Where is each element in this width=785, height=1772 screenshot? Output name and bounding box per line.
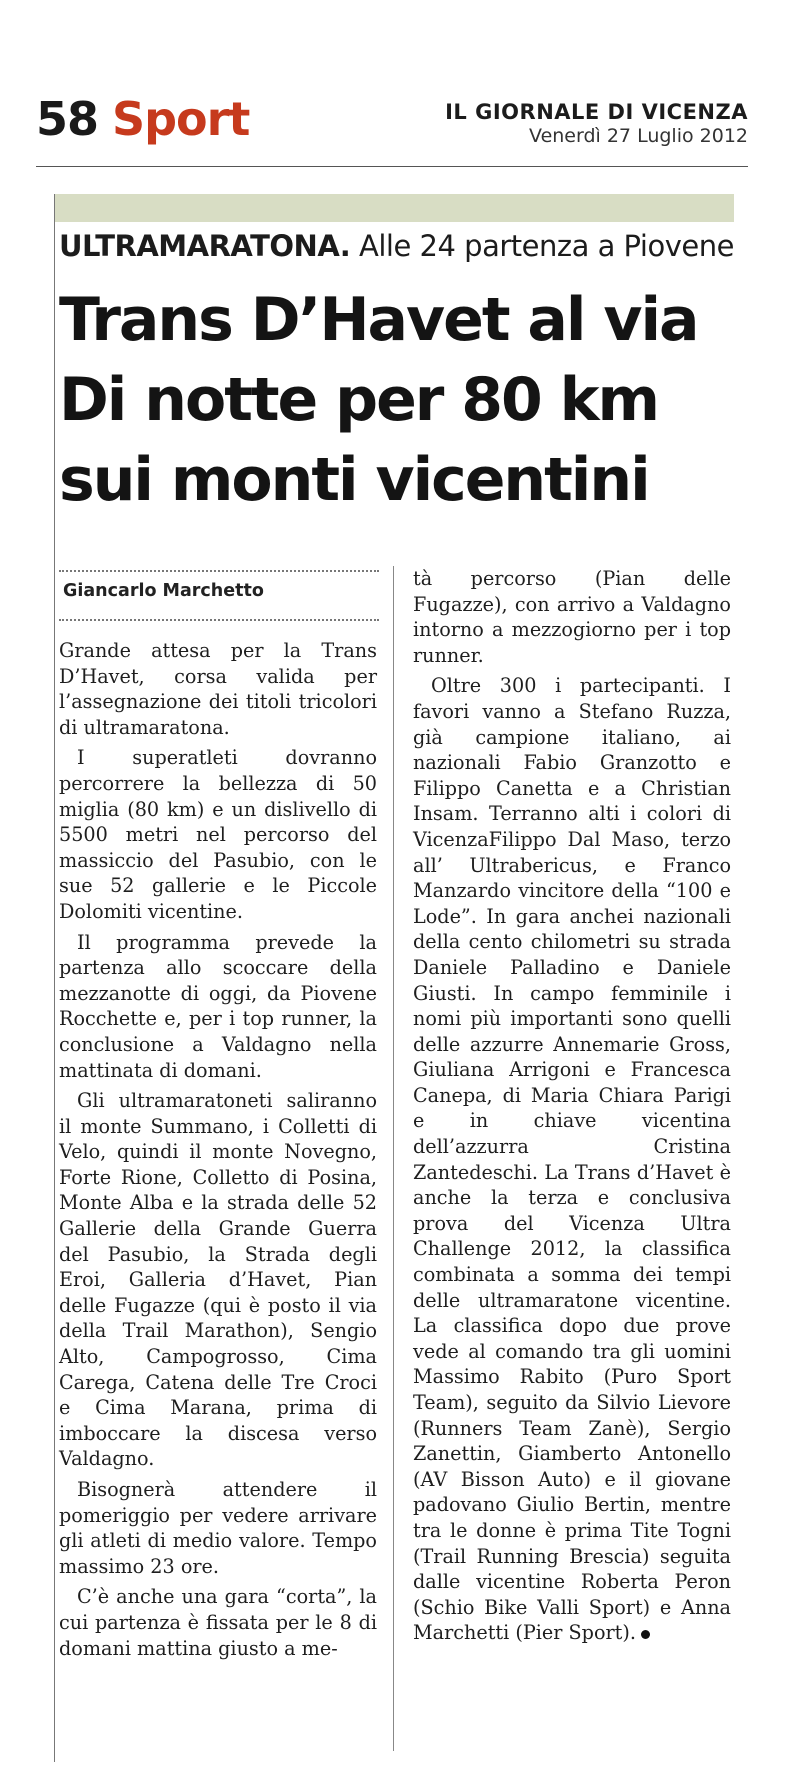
header-rule (36, 166, 748, 167)
column-left (59, 638, 377, 1666)
paragraph: Bisognerà attendere il pomeriggio per vedere arrivare gli atleti di medio valore. Tempo massimo 23 ore. (59, 1478, 377, 1578)
article (54, 194, 735, 1762)
kicker-bar (55, 194, 734, 222)
headline-line: sui monti vicentini (59, 445, 649, 515)
paragraph: Oltre 300 i partecipanti. I favori vanno a Stefano Ruzza, già campione italiano, ai nazionali Fabio Granzotto e Filippo Canetta e a Christian Insam. Terranno alti i colori di VicenzaFilippo Dal Maso, terzo all’ Ultrabericus, e Franco Manzardo vincitore della “100 e Lode”. In gara anchei nazionali della cento chilometri su strada Daniele Palladino e Daniele Giusti. In campo femminile i nomi più importanti sono quelli delle azzurre Annemarie Gross, Giuliana Arrigoni e Francesca Canepa, di Maria Chiara Parigi e in chiave vicentina dell’azzurra Cristina Zantedeschi. La Trans d’Havet è anche la terza e conclusiva prova del Vicenza Ultra Challenge 2012, la classifica combinata a somma dei tempi delle ultramaratone vicentine. La classifica dopo due prove vede al comando tra gli uomini Massimo Rabito (Puro Sport Team), seguito da Silvio Lievore (Runners Team Zanè), Sergio Zanettin, Giamberto Antonello (AV Bisson Auto) e il giovane padovano Giulio Bertin, mentre tra le donne è prima Tite Togni (Trail Running Brescia) seguita dalle vicentine Roberta Peron (Schio Bike Valli Sport) e Anna Marchetti (Pier Sport). (413, 674, 731, 1645)
publication-date: Venerdì 27 Luglio 2012 (529, 125, 748, 147)
paragraph-with-end-mark (413, 673, 731, 1646)
byline-block (59, 570, 379, 630)
column-divider (393, 566, 394, 1751)
column-right (413, 566, 731, 1651)
byline-rule-top (59, 570, 379, 572)
paragraph: I superatleti dovranno percorrere la bellezza di 50 miglia (80 km) e un dislivello di 5500 metri nel percorso del massiccio del Pasubio, con le sue 52 gallerie e le Piccole Dolomiti vicentine. (59, 746, 377, 923)
newspaper-name: IL GIORNALE DI VICENZA (445, 100, 748, 124)
page-number: 58 (36, 92, 99, 146)
paragraph: Grande attesa per la Trans D’Havet, corsa valida per l’assegnazione dei titoli tricolori di ultramaratona. (59, 639, 377, 739)
kicker-text: Alle 24 partenza a Piovene (359, 229, 734, 263)
section-name: Sport (112, 92, 250, 146)
headline-line: Trans D’Havet al via (59, 285, 698, 355)
byline-rule-bottom (59, 619, 379, 621)
kicker-label: ULTRAMARATONA. (59, 229, 351, 263)
paragraph: tà percorso (Pian delle Fugazze), con arrivo a Valdagno intorno a mezzogiorno per i top runner. (413, 567, 731, 667)
paragraph: Gli ultramaratoneti saliranno il monte Summano, i Colletti di Velo, quindi il monte Novegno, Forte Rione, Colletto di Posina, Monte Alba e la strada delle 52 Gallerie della Grande Guerra del Pasubio, la Strada degli Eroi, Galleria d’Havet, Pian delle Fugazze (qui è posto il via della Trail Marathon), Sengio Alto, Campogrosso, Cima Carega, Catena delle Tre Croci e Cima Marana, prima di imboccare la discesa verso Valdagno. (59, 1089, 377, 1471)
kicker (59, 229, 734, 263)
paragraph: C’è anche una gara “corta”, la cui partenza è fissata per le 8 di domani mattina giusto a me- (59, 1585, 377, 1660)
end-mark-icon (641, 1630, 650, 1639)
paragraph: Il programma prevede la partenza allo scoccare della mezzanotte di oggi, da Piovene Rocchette e, per i top runner, la conclusione a Valdagno nella mattinata di domani. (59, 930, 377, 1082)
byline: Giancarlo Marchetto (63, 581, 264, 601)
headline (59, 280, 735, 520)
page-header (36, 92, 748, 168)
headline-line: Di notte per 80 km (59, 365, 659, 435)
